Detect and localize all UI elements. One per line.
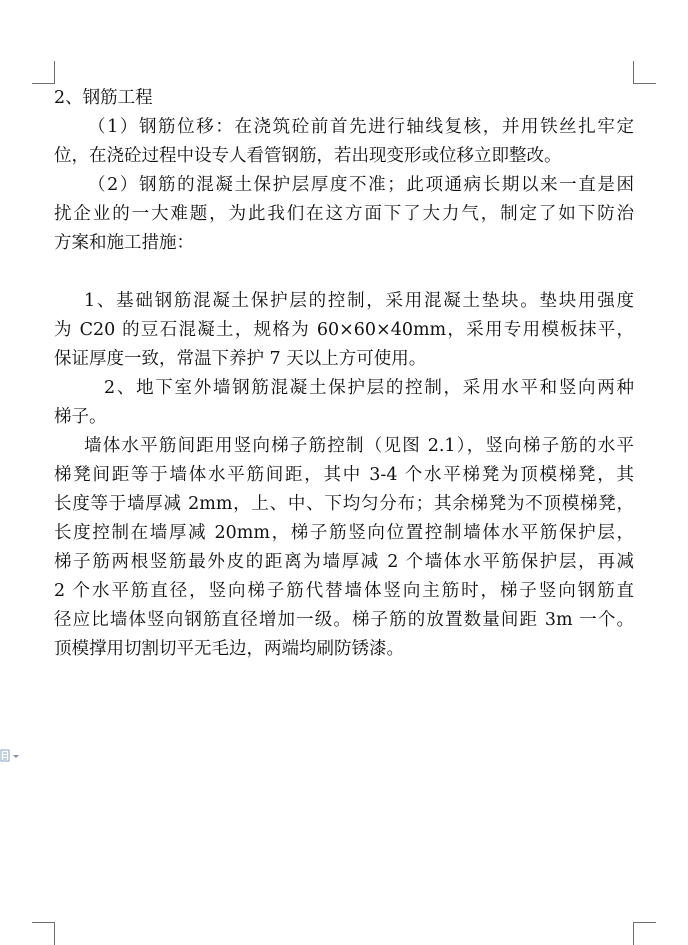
text-line: 梯子。 (54, 407, 107, 427)
text-line: 方案和施工措施： (54, 233, 194, 253)
text-line: （2）钢筋的混凝土保护层厚度不准；此项通病长期以来一直是困 (88, 175, 634, 195)
text-line: 梯子筋两根竖筋最外皮的距离为墙厚减 2 个墙体水平筋保护层，再减 (54, 552, 634, 572)
paragraph-ladder-bars (54, 432, 634, 664)
paragraph-basement-wall-cover (54, 374, 634, 432)
text-line: 墙体水平筋间距用竖向梯子筋控制（见图 2.1），竖向梯子筋的水平 (84, 436, 634, 456)
text-line: 长度控制在墙厚减 20mm，梯子筋竖向位置控制墙体水平筋保护层， (54, 523, 634, 543)
text-line: （1）钢筋位移：在浇筑砼前首先进行轴线复核，并用铁丝扎牢定 (88, 117, 634, 137)
crop-mark-top-right (633, 61, 656, 84)
text-line: 径应比墙体竖向钢筋直径增加一级。梯子筋的放置数量间距 3m 一个。 (54, 610, 634, 630)
paragraph-foundation-cover (54, 287, 634, 374)
text-line: 顶模撑用切割切平无毛边，两端均刷防锈漆。 (54, 639, 404, 659)
paragraph-rebar-displacement (54, 113, 634, 171)
text-line: 2、地下室外墙钢筋混凝土保护层的控制，采用水平和竖向两种 (104, 378, 634, 398)
text-line: 1、基础钢筋混凝土保护层的控制，采用混凝土垫块。垫块用强度 (84, 291, 634, 311)
text-line: 梯凳间距等于墙体水平筋间距，其中 3-4 个水平梯凳为顶模梯凳，其 (54, 465, 634, 485)
document-body (54, 84, 634, 664)
text-line: 为 C20 的豆石混凝土，规格为 60×60×40mm，采用专用模板抹平， (54, 320, 634, 340)
text-line: 扰企业的一大难题，为此我们在这方面下了大力气，制定了如下防治 (54, 204, 634, 224)
paste-options-icon[interactable] (0, 748, 22, 764)
section-title: 2、钢筋工程 (54, 88, 153, 108)
text-line: 长度等于墙厚减 2mm，上、中、下均匀分布；其余梯凳为不顶模梯凳， (54, 494, 634, 514)
text-line: 2 个水平筋直径，竖向梯子筋代替墙体竖向主筋时，梯子竖向钢筋直 (54, 581, 634, 601)
blank-line (54, 258, 634, 287)
paragraph-cover-thickness (54, 171, 634, 258)
crop-mark-top-left (32, 61, 55, 84)
text-line: 保证厚度一致，常温下养护 7 天以上方可使用。 (54, 349, 427, 369)
text-line: 位，在浇砼过程中设专人看管钢筋，若出现变形或位移立即整改。 (54, 146, 562, 166)
